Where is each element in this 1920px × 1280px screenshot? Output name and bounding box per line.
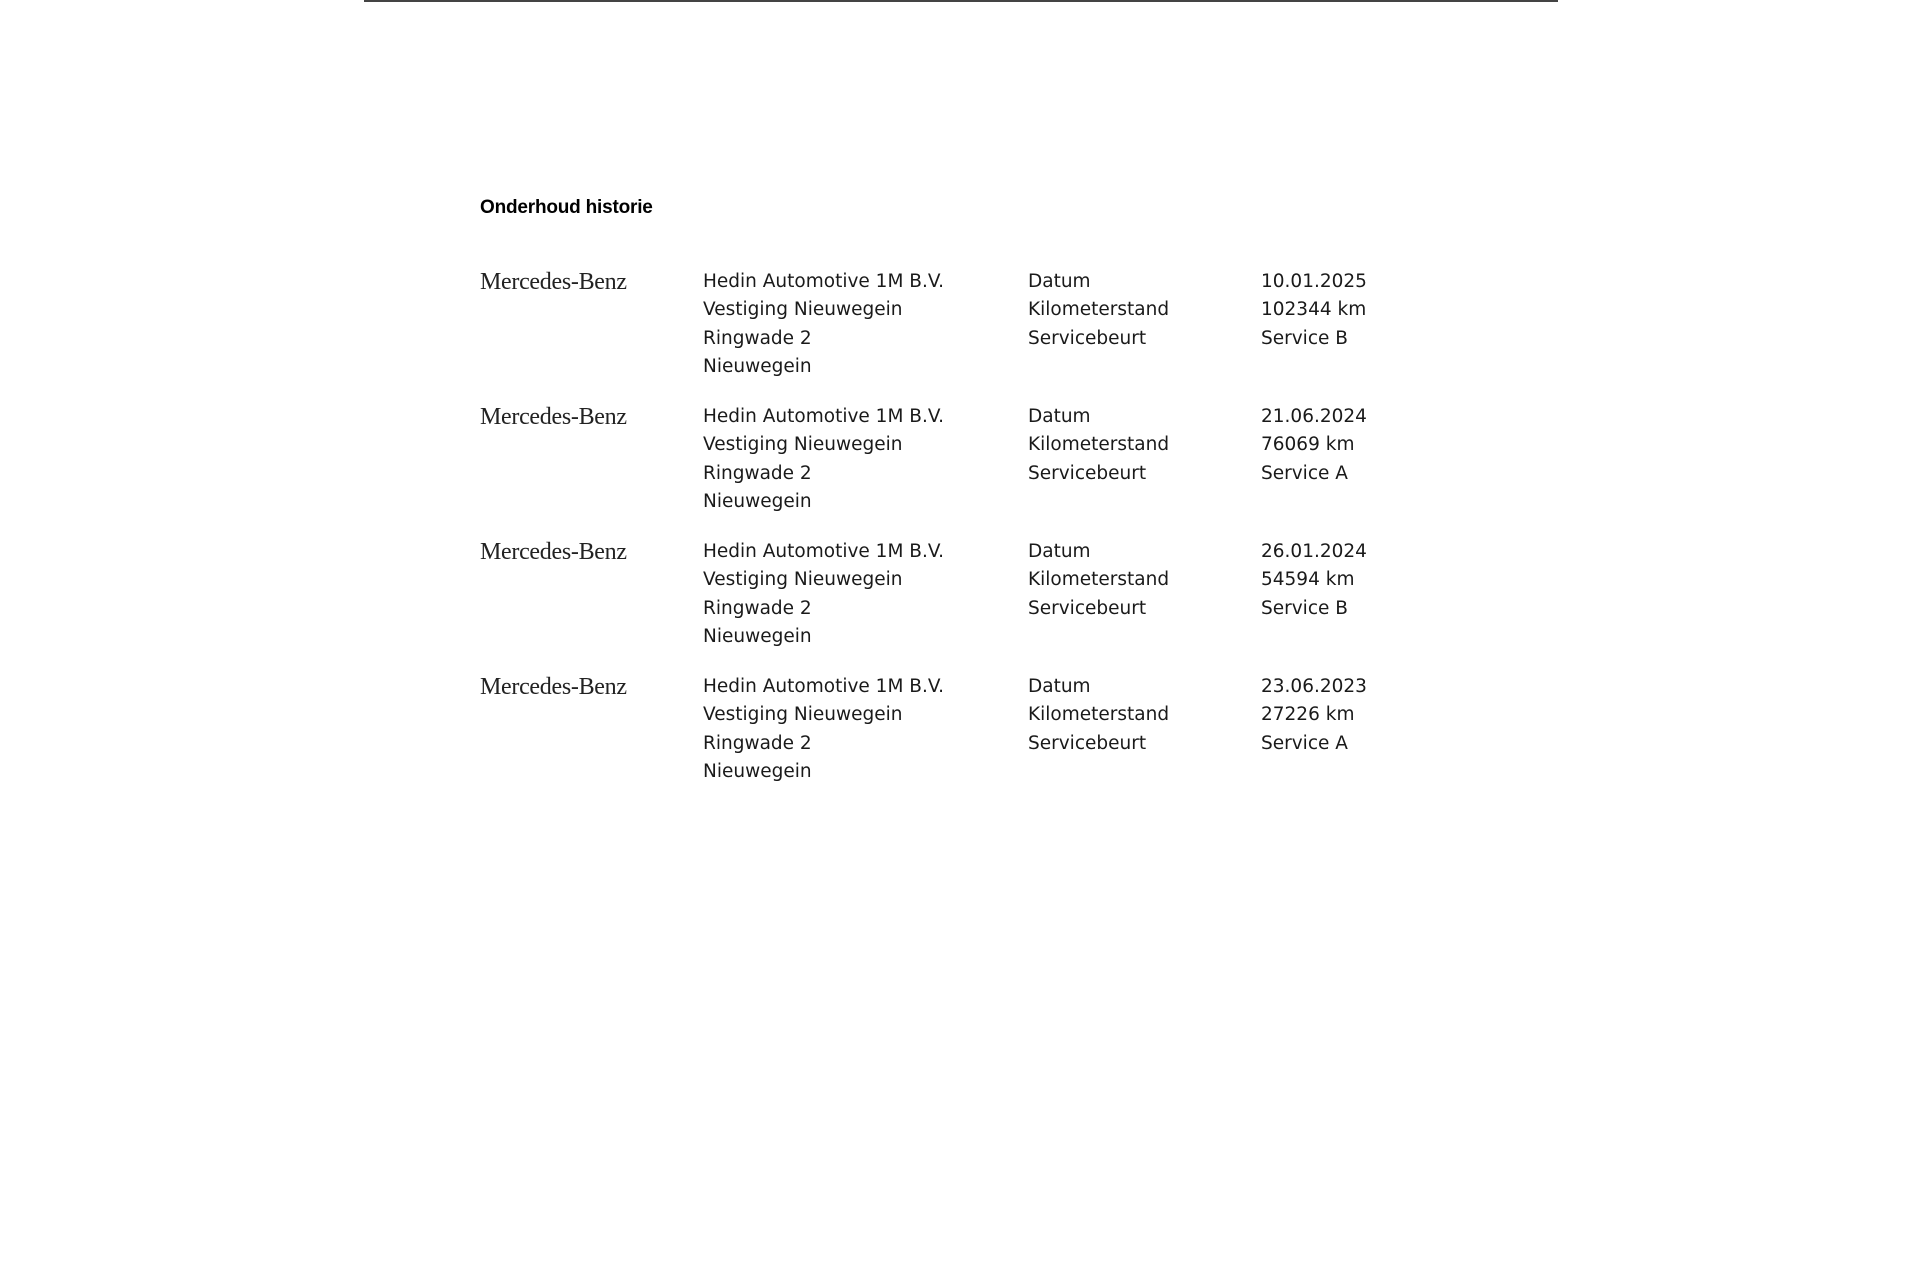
mileage-value: 54594 km xyxy=(1261,569,1355,591)
service-values xyxy=(1261,538,1461,675)
service-values xyxy=(1261,403,1461,540)
service-entries-list xyxy=(480,270,1480,810)
service-value: Service A xyxy=(1261,462,1348,484)
dealer-branch: Vestiging Nieuwegein xyxy=(703,434,903,456)
mileage-value: 102344 km xyxy=(1261,299,1367,321)
dealer-name: Hedin Automotive 1M B.V. xyxy=(703,406,945,427)
date-label: Datum xyxy=(1028,541,1091,562)
mileage-label: Kilometerstand xyxy=(1028,299,1170,321)
dealer-branch: Vestiging Nieuwegein xyxy=(703,569,903,591)
service-label: Servicebeurt xyxy=(1028,462,1147,484)
maintenance-history-section xyxy=(480,196,1480,810)
date-value: 10.01.2025 xyxy=(1261,271,1367,292)
brand-logo-text: Mercedes-Benz xyxy=(480,269,627,295)
dealer-name: Hedin Automotive 1M B.V. xyxy=(703,676,945,697)
date-value: 21.06.2024 xyxy=(1261,406,1367,427)
dealer-city: Nieuwegein xyxy=(703,625,812,647)
dealer-branch: Vestiging Nieuwegein xyxy=(703,299,903,321)
service-labels xyxy=(1028,403,1261,540)
service-labels xyxy=(1028,538,1261,675)
dealer-street: Ringwade 2 xyxy=(703,597,812,619)
page-title: Onderhoud historie xyxy=(480,197,653,218)
mileage-label: Kilometerstand xyxy=(1028,569,1170,591)
dealer-city: Nieuwegein xyxy=(703,760,812,782)
brand-logo-text: Mercedes-Benz xyxy=(480,539,627,565)
service-labels xyxy=(1028,268,1261,405)
dealer-street: Ringwade 2 xyxy=(703,732,812,754)
dealer-street: Ringwade 2 xyxy=(703,462,812,484)
mileage-label: Kilometerstand xyxy=(1028,704,1170,726)
service-label: Servicebeurt xyxy=(1028,732,1147,754)
dealer-street: Ringwade 2 xyxy=(703,327,812,349)
service-entry xyxy=(480,540,1480,675)
date-label: Datum xyxy=(1028,676,1091,697)
dealer-address xyxy=(703,268,1028,405)
date-label: Datum xyxy=(1028,271,1091,292)
service-entry xyxy=(480,270,1480,405)
service-value: Service B xyxy=(1261,597,1348,619)
dealer-branch: Vestiging Nieuwegein xyxy=(703,704,903,726)
top-divider xyxy=(364,0,1558,2)
service-values xyxy=(1261,673,1461,810)
mileage-value: 76069 km xyxy=(1261,434,1355,456)
service-value: Service A xyxy=(1261,732,1348,754)
service-value: Service B xyxy=(1261,327,1348,349)
service-values xyxy=(1261,268,1461,405)
mileage-value: 27226 km xyxy=(1261,704,1355,726)
service-entry xyxy=(480,675,1480,810)
date-value: 23.06.2023 xyxy=(1261,676,1367,697)
service-label: Servicebeurt xyxy=(1028,327,1147,349)
dealer-address xyxy=(703,403,1028,540)
date-label: Datum xyxy=(1028,406,1091,427)
dealer-name: Hedin Automotive 1M B.V. xyxy=(703,541,945,562)
dealer-name: Hedin Automotive 1M B.V. xyxy=(703,271,945,292)
mileage-label: Kilometerstand xyxy=(1028,434,1170,456)
dealer-address xyxy=(703,538,1028,675)
date-value: 26.01.2024 xyxy=(1261,541,1367,562)
dealer-address xyxy=(703,673,1028,810)
service-labels xyxy=(1028,673,1261,810)
brand-logo-text: Mercedes-Benz xyxy=(480,404,627,430)
brand-logo-text: Mercedes-Benz xyxy=(480,674,627,700)
dealer-city: Nieuwegein xyxy=(703,355,812,377)
dealer-city: Nieuwegein xyxy=(703,490,812,512)
service-entry xyxy=(480,405,1480,540)
service-label: Servicebeurt xyxy=(1028,597,1147,619)
